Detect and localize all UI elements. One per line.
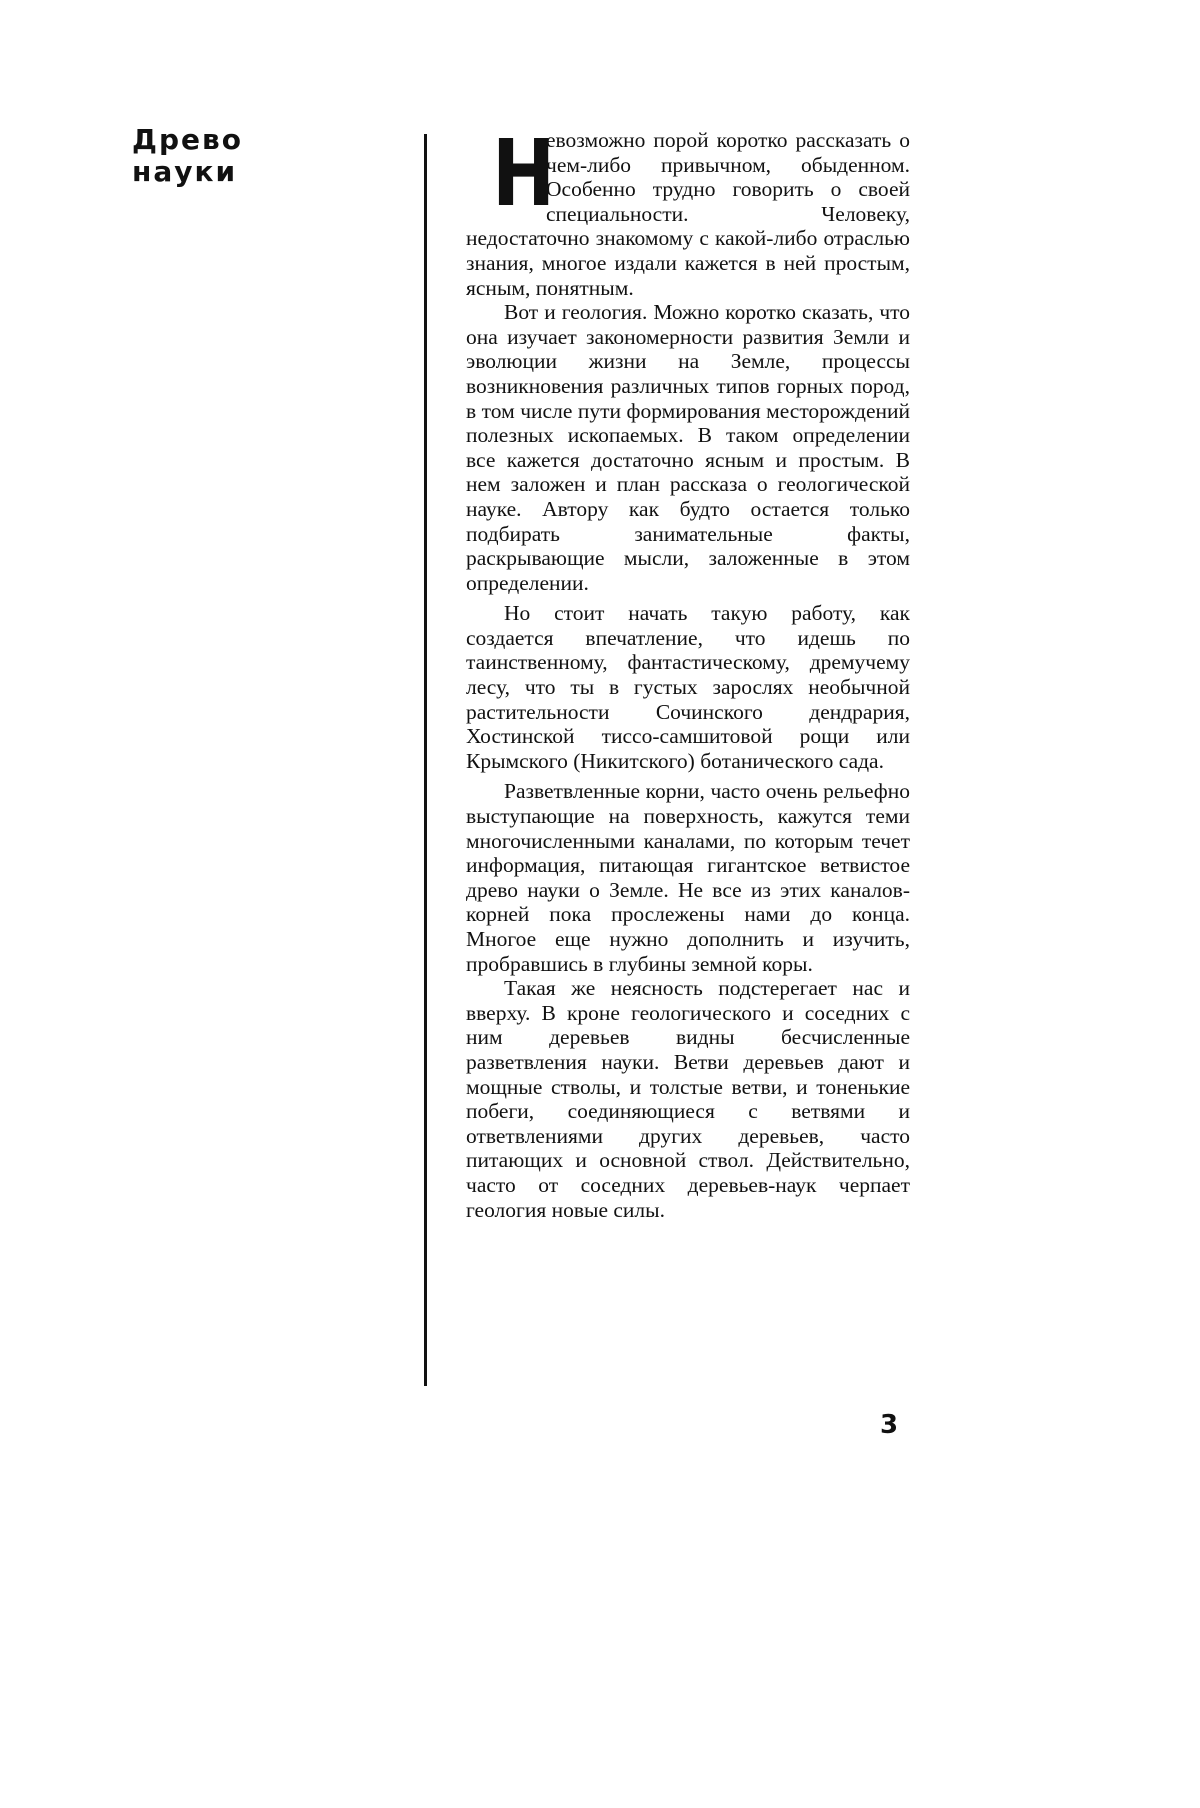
paragraph-4: Разветвленные корни, часто очень рельефно выступающие на поверхность, кажутся теми многочисленными каналами, по которым течет информация, питающая гигантское ветвистое древо науки о Земле. Не все из этих каналов-корней пока прослежены нами до конца. Многое еще нужно дополнить и изучить, пробравшись в глубины земной коры. [466,779,910,976]
paragraph-1-text: евозможно порой коротко рассказать о чем-либо привычном, обыденном. Особенно трудно говорить о своей специальности. Человеку, недостаточно знакомому с какой-либо отраслью знания, многое издали кажется в ней простым, ясным, понятным. [466,128,910,300]
article-body [466,120,910,1222]
page-number: 3 [880,1410,899,1440]
drop-cap: Н [492,120,556,227]
paragraph-1 [466,120,910,300]
chapter-title [132,124,243,188]
chapter-title-line-2: науки [132,155,238,188]
paragraph-2: Вот и геология. Можно коротко сказать, что она изучает закономерности развития Земли и эволюции жизни на Земле, процессы возникновения различных типов горных пород, в том числе пути формирования месторождений полезных ископаемых. В таком определении все кажется достаточно ясным и простым. В нем заложен и план рассказа о геологической науке. Автору как будто остается только подбирать занимательные факты, раскрывающие мысли, заложенные в этом определении. [466,300,910,595]
vertical-rule [424,134,427,1386]
paragraph-3: Но стоит начать такую работу, как создается впечатление, что идешь по таинственному, фантастическому, дремучему лесу, что ты в густых зарослях необычной растительности Сочинского дендрария, Хостинской тиссо-самшитовой рощи или Крымского (Никитского) ботанического сада. [466,601,910,773]
chapter-title-line-1: Древо [132,123,243,156]
paragraph-5: Такая же неясность подстерегает нас и вверху. В кроне геологического и соседних с ним деревьев видны бесчисленные разветвления науки. Ветви деревьев дают и мощные стволы, и толстые ветви, и тоненькие побеги, соединяющиеся с ветвями и ответвлениями других деревьев, часто питающих и основной ствол. Действительно, часто от соседних деревьев-наук черпает геология новые силы. [466,976,910,1222]
